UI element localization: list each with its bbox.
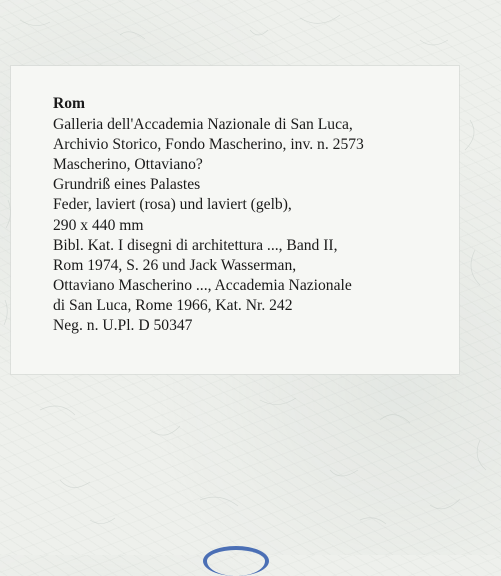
label-line-archive: Archivio Storico, Fondo Mascherino, inv. n. 2573 [53, 136, 364, 154]
catalog-text [53, 94, 453, 336]
label-line-artist: Mascherino, Ottaviano? [53, 156, 203, 174]
label-line-technique: Feder, laviert (rosa) und laviert (gelb), [53, 196, 292, 214]
label-line-title: Grundriß eines Palastes [53, 176, 201, 194]
label-line-bibliography-2: Rom 1974, S. 26 und Jack Wasserman, [53, 256, 297, 274]
label-line-bibliography-3: Ottaviano Mascherino ..., Accademia Nazionale [53, 276, 352, 294]
stamp-mark [203, 546, 269, 576]
label-line-dimensions: 290 x 440 mm [53, 216, 144, 234]
label-line-negative: Neg. n. U.Pl. D 50347 [53, 317, 193, 335]
label-heading: Rom [53, 95, 86, 112]
label-line-collection: Galleria dell'Accademia Nazionale di San Luca, [53, 116, 353, 134]
label-line-bibliography-4: di San Luca, Rome 1966, Kat. Nr. 242 [53, 296, 293, 314]
label-line-bibliography-1: Bibl. Kat. I disegni di architettura ..., Band II, [53, 236, 338, 254]
